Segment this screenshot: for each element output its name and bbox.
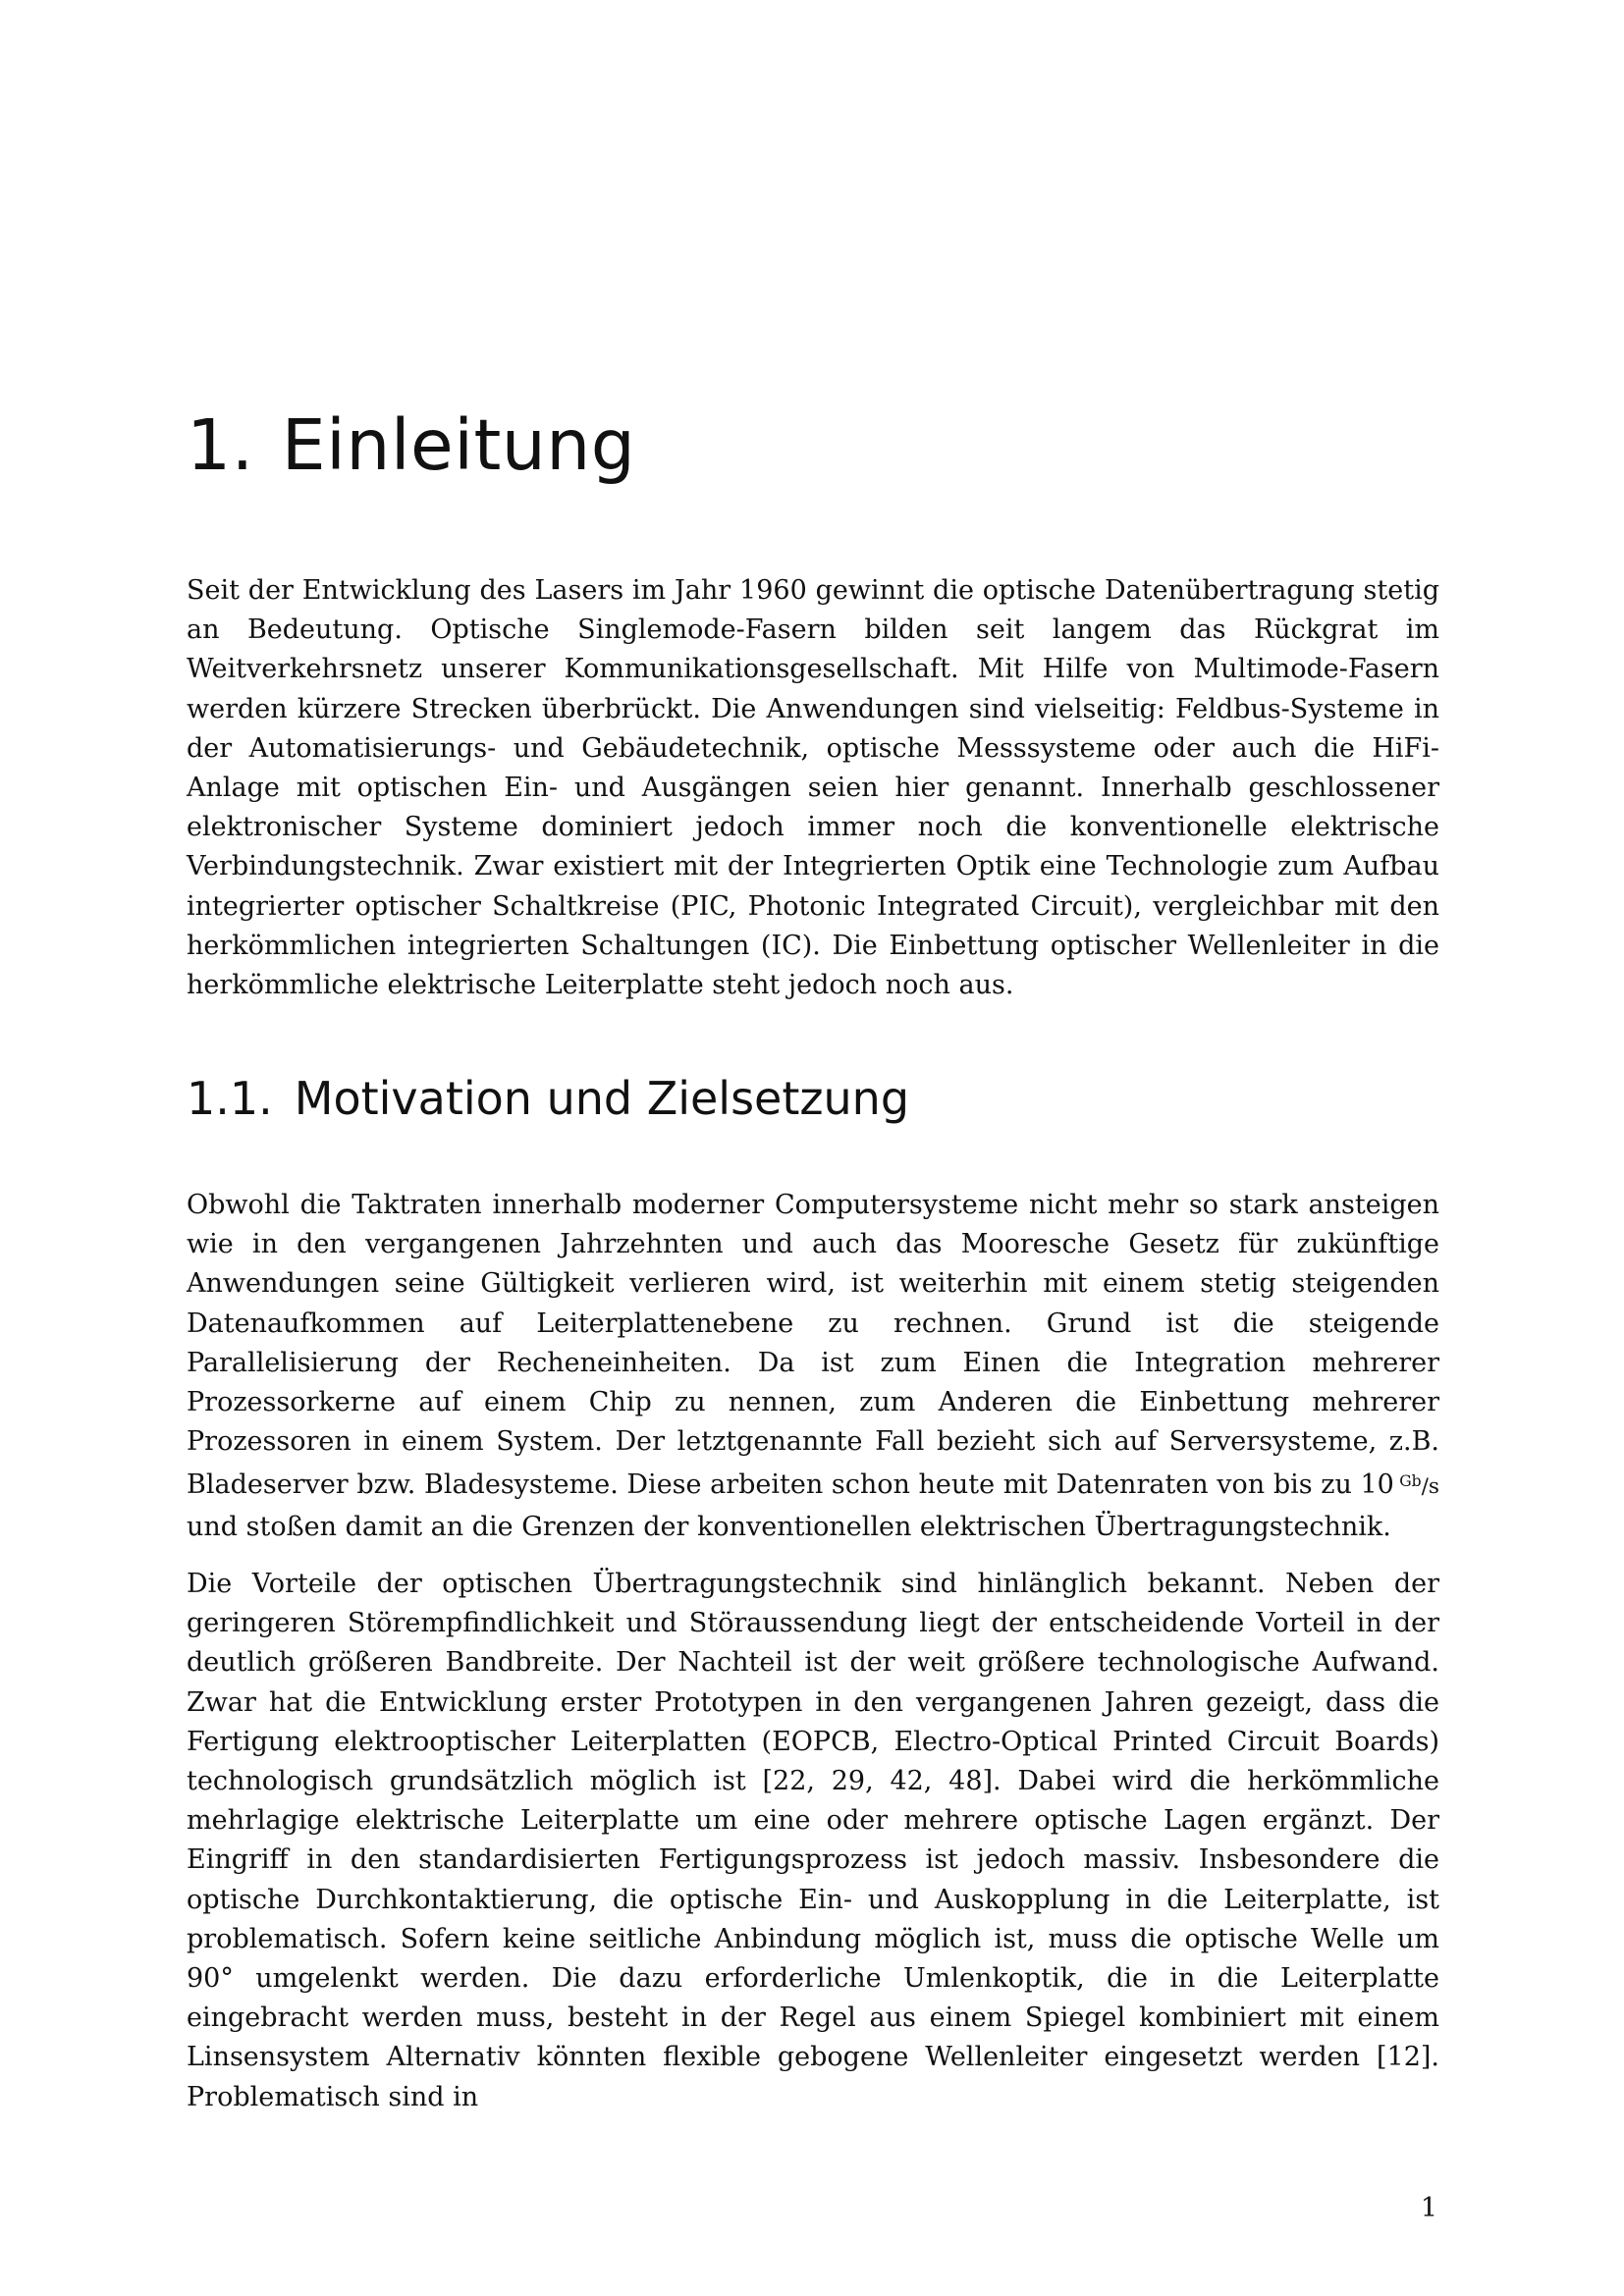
chapter-title: Einleitung: [281, 404, 636, 486]
chapter-heading: [187, 404, 636, 486]
section-heading: [187, 1072, 910, 1125]
section-number: 1.1.: [187, 1072, 273, 1125]
motivation-text-start: Obwohl die Taktraten innerhalb moderner Computersysteme nicht mehr so stark ansteigen wie in den vergangenen Jahrzehnten und auch das Mooresche Gesetz für zukünftige Anwendungen seine Gültigkeit verlieren wird, ist weiterhin mit einem stetig steigenden Datenaufkommen auf Leiterplattenebene zu rechnen. Grund ist die steigende Parallelisierung der Recheneinheiten. Da ist zum Einen die Integration mehrerer Prozessorkerne auf einem Chip zu nennen, zum Anderen die Einbettung mehrerer Prozessoren in einem System. Der letztgenannte Fall bezieht sich auf Serversysteme, z.B. Bladeserver bzw. Bladesysteme. Diese arbeiten schon heute mit Datenraten von bis zu 10: [187, 1190, 1439, 1501]
unit-numerator: Gb: [1399, 1472, 1422, 1491]
section-title: Motivation und Zielsetzung: [294, 1072, 910, 1125]
advantages-paragraph: Die Vorteile der optischen Übertragungstechnik sind hinlänglich bekannt. Neben der geringeren Störempfindlichkeit und Störaussendung liegt der entscheidende Vorteil in der deutlich größeren Bandbreite. Der Nachteil ist der weit größere technologische Aufwand. Zwar hat die Entwicklung erster Prototypen in den vergangenen Jahren gezeigt, dass die Fertigung elektrooptischer Leiterplatten (EOPCB, Electro-Optical Printed Circuit Boards) technologisch grundsätzlich möglich ist [22, 29, 42, 48]. Dabei wird die herkömmliche mehrlagige elektrische Leiterplatte um eine oder mehrere optische Lagen ergänzt. Der Eingriff in den standardisierten Fertigungsprozess ist jedoch massiv. Insbesondere die optische Durchkontaktierung, die optische Ein- und Auskopplung in die Leiterplatte, ist problematisch. Sofern keine seitliche Anbindung möglich ist, muss die optische Welle um 90° umgelenkt werden. Die dazu erforderliche Umlenkoptik, die in die Leiterplatte eingebracht werden muss, besteht in der Regel aus einem Spiegel kombiniert mit einem Linsensystem Alternativ könnten flexible gebogene Wellenleiter eingesetzt werden [12]. Problematisch sind in: [187, 1569, 1439, 2112]
motivation-paragraph: [187, 1186, 1439, 1547]
intro-paragraph: Seit der Entwicklung des Lasers im Jahr 1960 gewinnt die optische Datenübertragung stetig an Bedeutung. Optische Singlemode-Fasern bilden seit langem das Rückgrat im Weitverkehrsnetz unserer Kommunikationsgesellschaft. Mit Hilfe von Multimode-Fasern werden kürzere Strecken überbrückt. Die Anwendungen sind vielseitig: Feldbus-Systeme in der Automatisierungs- und Gebäudetechnik, optische Messsysteme oder auch die HiFi-Anlage mit optischen Ein- und Ausgängen seien hier genannt. Innerhalb geschlossener elektronischer Systeme dominiert jedoch immer noch die konventionelle elektrische Verbindungstechnik. Zwar existiert mit der Integrierten Optik eine Technologie zum Aufbau integrierter optischer Schaltkreise (PIC, Photonic Integrated Circuit), vergleichbar mit den herkömmlichen integrierten Schaltungen (IC). Die Einbettung optischer Wellenleiter in die herkömmliche elektrische Leiterplatte steht jedoch noch aus.: [187, 575, 1439, 1001]
chapter-number: 1.: [187, 404, 254, 486]
page-number: 1: [1420, 2193, 1437, 2223]
data-rate-unit: [1399, 1474, 1439, 1499]
motivation-text-end: und stoßen damit an die Grenzen der konventionellen elektrischen Übertragungstechnik.: [187, 1511, 1391, 1542]
unit-denominator: /s: [1421, 1474, 1439, 1500]
